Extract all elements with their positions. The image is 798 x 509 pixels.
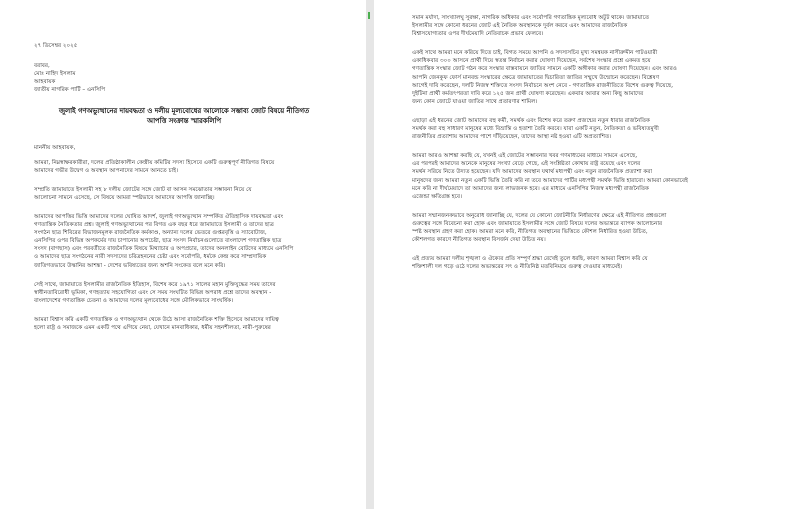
paragraph bbox=[412, 212, 774, 244]
page-left-content bbox=[34, 42, 334, 343]
page-right-content bbox=[412, 14, 774, 282]
letter-date: ২৭ ডিসেম্বর ২০২৫ bbox=[34, 43, 78, 49]
document-page-left bbox=[0, 0, 366, 509]
paragraph-line: আমরা সম্মানজনকভাবে অনুরোধ জানাচ্ছি যে, দলের যে কোনো জোটনীতি নির্ধারণের ক্ষেত্রে এই নীতিগত প্রশ্নগুলো bbox=[412, 212, 667, 219]
paragraph-line: সংসদ (বাগছাস) এবং পরবর্তীতে রাজনৈতিক বিষয়ে মিথ্যাচার ও অপপ্রচার, তাদের অনলাইন বোটদের মাধ্যমে এনসিপি bbox=[34, 246, 294, 253]
paragraph bbox=[34, 186, 334, 202]
paragraph-line: একই সাথে আমরা মনে করিয়ে দিতে চাই, বিগত সময়ে আপনি ও সদস্যসচিব মুখ্য সমন্বয়ক নাসীরুদ্দীন পাটওয়ারী bbox=[412, 50, 658, 57]
paragraph-line: এজেন্ডা ক্ষতিগ্রস্ত হবে। bbox=[412, 193, 462, 200]
paragraph-line: এনসিপির ওপর বিভিন্ন অপকর্মের দায় চাপানোর অপচেষ্টা, ছাত্র সংসদ নির্বাচনগুলোতে বাংলাদেশ গণতান্ত্রিক ছাত্র bbox=[34, 238, 282, 245]
recipient-line: মোঃ নাহিদ ইসলাম bbox=[34, 71, 76, 78]
paragraph bbox=[412, 255, 774, 271]
paragraph-line: শক্তিশালী দল গড়ে ওঠে দলের অভ্যন্তরের সৎ ও নীতিনিষ্ঠ মতবিনিময়ে গুরুত্ব দেওয়ার মাধ্যমেই। bbox=[412, 264, 623, 271]
paragraph bbox=[34, 159, 334, 175]
paragraph-line: এছাড়া এই ধরনের জোট আমাদের বহু কর্মী, সমর্থক এবং বিশেষ করে তরুণ প্রজন্মের নতুন ধারার রাজনৈতিক bbox=[412, 117, 650, 124]
paragraph bbox=[34, 316, 334, 332]
letter-title bbox=[34, 106, 334, 126]
paragraph-line: গণতান্ত্রিক সংস্কার জোট গঠন করে সংস্কার বাস্তবায়নে জাতির সামনে একটি অঙ্গীকার করার ঘোষণা দিয়েছেন। এবং আরও bbox=[412, 66, 677, 73]
recipient-line: বরাবর, bbox=[34, 63, 50, 70]
title-line: জুলাই গণঅভ্যুত্থানের দায়বদ্ধতা ও দলীয় মূল্যবোধের আলোকে সম্ভাব্য জোট বিষয়ে নীতিগত bbox=[58, 107, 310, 116]
paragraph-line: আমরা আরও আশঙ্কা করছি যে, যখনই এই জোটের সম্ভাবনার খবর গণমাধ্যমের মাধ্যমে সামনে এসেছে, bbox=[412, 153, 638, 160]
recipient-line: আহবায়ক bbox=[34, 79, 56, 86]
paragraph-line: ও আমাদের ছাত্র সংগঠনের নারী সদস্যদের চরিত্রহননের চেষ্টা এবং সর্বোপরি, ধর্মকে কেন্দ্র করে সাম্প্রদায়িক bbox=[34, 254, 267, 261]
page-gutter bbox=[366, 0, 374, 509]
paragraph-line: আগেই দাবি করেছেন, দলটি নিজস্ব শক্তিতে সংসদ নির্বাচনে অংশ নেবে - গণতান্ত্রিক রাজনীতিতে বিশেষ গুরুত্ব দিয়েছে, bbox=[412, 82, 673, 89]
paragraph-line: দুইটিনা প্রার্থী কর্মতৎপরতা দাবি করে ১২৫ জন প্রার্থী ঘোষণা করেছেন। একবার আবার অন্য কিছু আমাদের bbox=[412, 90, 644, 97]
paragraph-line: আমাদের গভীর উদ্বেগ ও অবস্থান আপনাদের সামনে আনতে চাই। bbox=[34, 167, 179, 174]
paragraph-line: এর পরপরই আমাদের অনেকে মানুষের সংখ্যা বেড়ে গেছে, এই সংশ্লিষ্টতা কোথায় রাষ্ট্র রয়েছে এবং দলের bbox=[412, 161, 641, 168]
paragraph-line: আলোচনা সামনে এসেছে, সে বিষয়ে আমরা স্পষ্টভাবে আমাদের আপত্তি জানাচ্ছি। bbox=[34, 194, 215, 201]
paragraph bbox=[412, 152, 774, 201]
paragraph-line: সেই সাথে, জামায়াতে ইসলামীর রাজনৈতিক ইতিহাস, বিশেষ করে ১৯৭১ সালের মহান মুক্তিযুদ্ধের সময় তাদের bbox=[34, 281, 276, 288]
paragraph-line: রাজনীতির প্রত্যাশায় আমাদের পাশে দাঁড়িয়েছেন, তাদের আস্থা নষ্ট হওয়া এটি অপ্রত্যাশিত। bbox=[412, 134, 612, 141]
recipient-line: জাতীয় নাগরিক পার্টি – এনসিপি bbox=[34, 87, 106, 94]
paragraph bbox=[34, 213, 334, 270]
paragraph bbox=[34, 281, 334, 305]
document-page-right bbox=[374, 0, 798, 509]
paragraph-line: সম্প্রতি জামায়াতে ইসলামী সহ ৮ দলীয় জোটের সঙ্গে জোট বা আসন সমঝোতার সম্ভাবনা নিয়ে যে bbox=[34, 186, 252, 193]
paragraph bbox=[412, 117, 774, 141]
salutation: মাননীয় আহবায়ক, bbox=[34, 145, 76, 152]
paragraph-line: মনে করি না দীর্ঘমেয়াদে তা আমাদের জন্য লাভজনক হবে। এর মাধ্যমে এনসিপির নিজস্ব মধ্যপন্থী রাজনৈতিক bbox=[412, 185, 649, 192]
paragraph-line: বিশ্বাসযোগ্যতার ওপর দীর্ঘমেয়াদি নেতিবাচক প্রভাব ফেলবে। bbox=[412, 31, 544, 38]
paragraph-line: ইসলামীর সঙ্গে কোনো ধরনের জোট এই নৈতিক অবস্থানকে দুর্বল করবে এবং আমাদের রাজনৈতিক bbox=[412, 23, 628, 30]
paragraph-line: গণতান্ত্রিক নৈতিকতার প্রশ্ন। জুলাই গণঅভ্যুত্থানের পর বিগত এক বছর ধরে জামায়াতে ইসলামী ও তাদের ছাত্র bbox=[34, 222, 274, 229]
paragraph-line: আপনি জেনকুফ ফোর্স মানবন্ড সংস্কারের ক্ষেত্রে জামায়াতের দ্বিচারিতা জাতির সম্মুখে উন্মোচন করেছেন। বিশ্লেষণ bbox=[412, 74, 660, 81]
paragraph-line: সমর্থক করা বহু সাধারণ মানুষের মধ্যে বিভ্রান্তি ও হতাশা তৈরি করবে। যারা একটি নতুন, নৈতিকতা ও ভবিষ্যতমুখী bbox=[412, 126, 659, 133]
paragraph bbox=[412, 14, 774, 38]
paragraph-line: জাতিগতভাবে উস্কানির আশঙ্কা - দেশের ভবিষ্যতের জন্য অশনি সংকেত বলে মনে করি। bbox=[34, 262, 226, 269]
paragraph-line: আমরা, নিম্নস্বাক্ষরকারীরা, দলের প্রতিষ্ঠাকালীন কেন্দ্রীয় কমিটির সদস্য হিসেবে একটি গুরুত্বপূর্ণ নীতিগত বিষয়ে bbox=[34, 159, 275, 166]
paragraph-line: হলো রাষ্ট্র ও সমাজকে এমন একটি পথে এগিয়ে নেয়া, যেখানে মানবাধিকার, ধর্মীয় সহনশীলতা, নারী-পুরুষের bbox=[34, 324, 271, 331]
paragraph bbox=[412, 49, 774, 106]
paragraph-line: সংগঠন ছাত্র শিবিরের বিভাজনমূলক রাজনৈতিক কর্মকাণ্ড, অন্যান্য দলের ভেতরে গুপ্তরবৃত্তি ও স্যাবোটাজ, bbox=[34, 230, 267, 237]
paragraph-line: একাধিকবার ৩০০ আসনে প্রার্থী দিয়ে স্বতন্ত্র নির্বাচন করার ঘোষণা দিয়েছেন, সর্বশেষ সংস্কার প্রশ্নে একমত হয়ে bbox=[412, 58, 651, 65]
paragraph-line: কৌশলগত কারণে নীতিগত অবস্থান বিসর্জন দেয়া উচিত নয়। bbox=[412, 237, 546, 244]
paragraph-line: স্বাধীনতাবিরোধী ভূমিকা, গণহত্যায় সহযোগিতা এবং সে সময় সংঘটিত বিভিন্ন অপরাধ প্রশ্নে তাদের অবস্থান - bbox=[34, 289, 272, 296]
paragraph-line: এই প্রত্যয় আমরা দলীয় শৃঙ্খলা ও ঐক্যের প্রতি সম্পূর্ণ শ্রদ্ধা রেখেই তুলে ধরছি, কারণ আমরা বিশ্বাস করি যে bbox=[412, 256, 648, 263]
paragraph-line: মানুষদের জন্য আমরা নতুন একটি ভিত্তি তৈরি করি না তবে আমাদের পার্টির মধ্যপন্থী সমর্থক ভিত্তি হারাবো। আমরা কোনভাবেই bbox=[412, 177, 688, 184]
paragraph-line: বাংলাদেশের গণতান্ত্রিক চেতনা ও আমাদের দলের মূল্যবোধের সঙ্গে মৌলিকভাবে সাংঘর্ষিক। bbox=[34, 297, 234, 304]
text-cursor-marker bbox=[368, 12, 370, 19]
paragraph-line: আমরা বিশ্বাস করি একটি গণতান্ত্রিক ও গণঅভ্যুত্থান থেকে উঠে আসা রাজনৈতিক শক্তি হিসেবে আমাদের দায়িত্ব bbox=[34, 316, 279, 323]
paragraph-line: জন্য কোন জোটে যাওয়া জাতির সাথে প্রতারণার শামিল। bbox=[412, 98, 538, 105]
paragraph-line: সমান মর্যাদা, সাংখ্যালঘু সুরক্ষা, নাগরিক অধিকার এবং সর্বোপরি গণতান্ত্রিক মূল্যবোধ অটুট থাকে। জামায়াতে bbox=[412, 15, 650, 21]
paragraph-line: সমর্থন সরিয়ে নিতে উদ্যত হয়েছেন। যদি আমাদের অবস্থান যথার্থ মধ্যপন্থী এবং নতুন রাজনৈতিক প্রত্যাশা করা bbox=[412, 169, 652, 176]
paragraph-line: গুরুত্বের সঙ্গে বিবেচনা করা হোক এবং জামায়াতে ইসলামীর সঙ্গে জোট বিষয়ে দলের অভ্যন্তরে ব্যাপক আলোচনার bbox=[412, 220, 663, 227]
paragraph-line: আমাদের আপত্তির ভিত্তি আমাদের দলের ঘোষিত আদর্শ, জুলাই গণঅভ্যুত্থান সম্পর্কিত ঐতিহাসিক দায়বদ্ধতা এবং bbox=[34, 213, 284, 220]
title-line: আপত্তি সংক্রান্ত স্মারকলিপি bbox=[146, 117, 222, 126]
paragraph-line: স্পষ্ট অবস্থান গ্রহণ করা হোক। আমরা মনে করি, নীতিগত অবস্থানের ভিত্তিতে কৌশল নির্ধারিত হওয়া উচিত, bbox=[412, 228, 648, 235]
